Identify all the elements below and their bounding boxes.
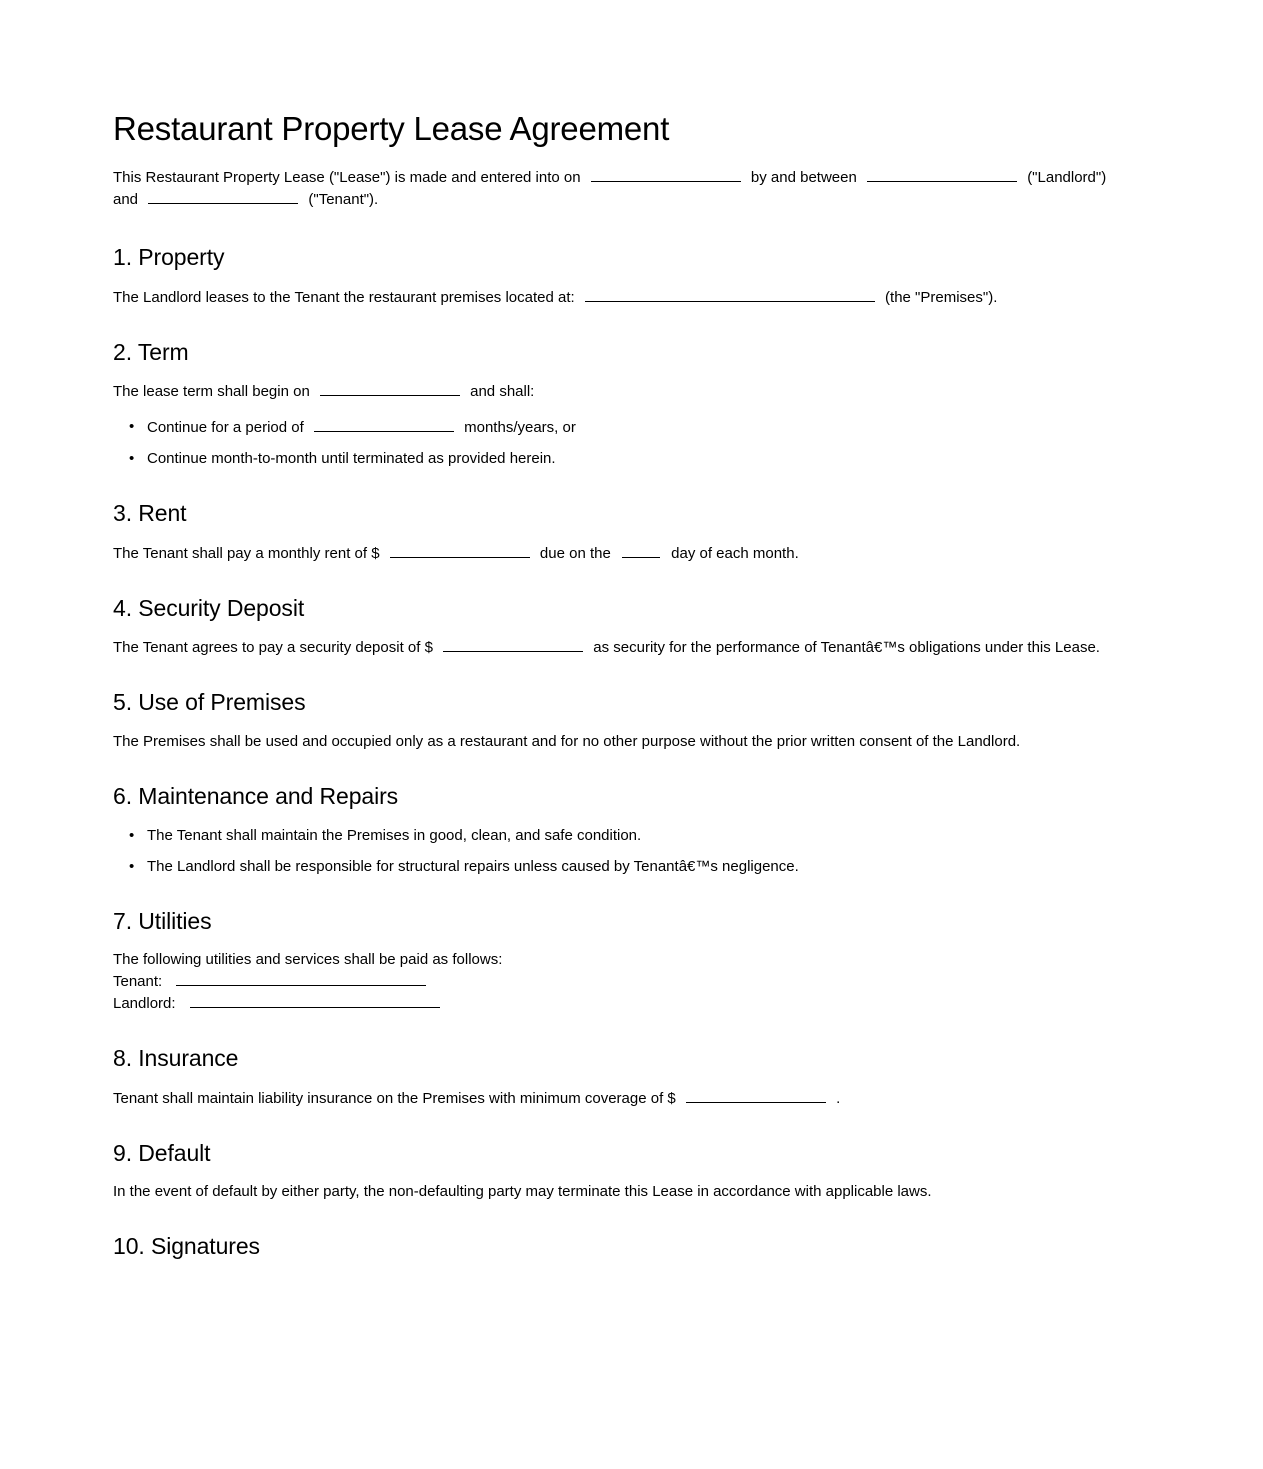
deposit-text-part1: The Tenant agrees to pay a security deposit of $ [113,639,433,657]
utilities-tenant-label: Tenant: [113,973,163,991]
section-heading-maintenance-and-repairs: 6. Maintenance and Repairs [113,782,399,809]
section-use-of-premises [113,689,1115,752]
section-security-deposit-body [113,636,1115,658]
section-utilities [113,908,1115,1015]
section-rent-body [113,542,1115,564]
utilities-tenant-blank[interactable] [176,970,426,986]
section-property-body [113,286,1115,308]
utilities-landlord-line [113,992,1115,1014]
page-title: Restaurant Property Lease Agreement [113,110,670,147]
tenant-name-blank[interactable] [148,188,298,204]
rent-due-day-blank[interactable] [622,542,660,558]
insurance-coverage-blank[interactable] [686,1087,826,1103]
rent-amount-blank[interactable] [390,542,530,558]
section-default-body: In the event of default by either party, the non-defaulting party may terminate this Lease in accordance with applicable laws. [113,1183,932,1201]
term-bullet1-part1: Continue for a period of [147,419,304,437]
intro-text-part3: ("Landlord") and [113,168,1107,208]
list-item [147,448,1115,469]
section-heading-rent: 3. Rent [113,500,187,527]
maintenance-bullet-list [113,825,1115,877]
section-heading-utilities: 7. Utilities [113,907,212,934]
intro-paragraph [113,166,1115,210]
rent-text-part1: The Tenant shall pay a monthly rent of $ [113,544,380,562]
section-use-of-premises-body: The Premises shall be used and occupied only as a restaurant and for no other purpose without the prior written consent of the Landlord. [113,732,1021,750]
property-address-blank[interactable] [585,286,875,302]
section-signatures [113,1233,1115,1261]
section-property [113,244,1115,308]
intro-text-part1: This Restaurant Property Lease ("Lease") is made and entered into on [113,168,581,186]
landlord-name-blank[interactable] [867,166,1017,182]
rent-text-part2: due on the [539,544,611,562]
term-text-part2: and shall: [470,383,535,401]
term-period-blank[interactable] [314,416,454,432]
term-bullet-list [113,416,1115,469]
section-maintenance-and-repairs [113,783,1115,877]
section-insurance-body [113,1087,1115,1109]
insurance-text-part2: . [836,1089,841,1107]
section-heading-property: 1. Property [113,243,225,270]
property-text-part2: (the "Premises"). [885,288,998,306]
list-item [147,416,1115,438]
section-security-deposit [113,595,1115,659]
intro-text-part2: by and between [750,168,857,186]
intro-text-part4: ("Tenant"). [308,190,379,208]
section-insurance [113,1045,1115,1109]
section-heading-security-deposit: 4. Security Deposit [113,594,305,621]
utilities-landlord-label: Landlord: [113,995,176,1013]
deposit-text-part2: as security for the performance of Tenantâ€™s obligations under this Lease. [593,639,1100,657]
section-heading-use-of-premises: 5. Use of Premises [113,689,306,716]
section-heading-signatures: 10. Signatures [113,1233,260,1260]
section-term-body [113,380,1115,402]
section-heading-default: 9. Default [113,1139,211,1166]
term-bullet1-part2: months/years, or [464,419,576,437]
term-bullet2-part1: Continue month-to-month until terminated as provided herein. [147,450,556,468]
section-rent [113,500,1115,564]
section-default [113,1140,1115,1203]
section-term [113,339,1115,470]
term-start-date-blank[interactable] [320,380,460,396]
utilities-tenant-line [113,970,1115,992]
utilities-intro-text: The following utilities and services shall be paid as follows: [113,951,503,969]
property-text-part1: The Landlord leases to the Tenant the restaurant premises located at: [113,288,575,306]
rent-text-part3: day of each month. [671,544,799,562]
term-text-part1: The lease term shall begin on [113,383,310,401]
utilities-landlord-blank[interactable] [190,992,440,1008]
list-item: • The Tenant shall maintain the Premises in good, clean, and safe condition. [147,825,1115,846]
list-item: • The Landlord shall be responsible for structural repairs unless caused by Tenantâ€™s negligence. [147,856,1115,877]
deposit-amount-blank[interactable] [443,636,583,652]
date-blank[interactable] [591,166,741,182]
insurance-text-part1: Tenant shall maintain liability insurance on the Premises with minimum coverage of $ [113,1089,676,1107]
section-heading-insurance: 8. Insurance [113,1045,239,1072]
section-heading-term: 2. Term [113,338,189,365]
